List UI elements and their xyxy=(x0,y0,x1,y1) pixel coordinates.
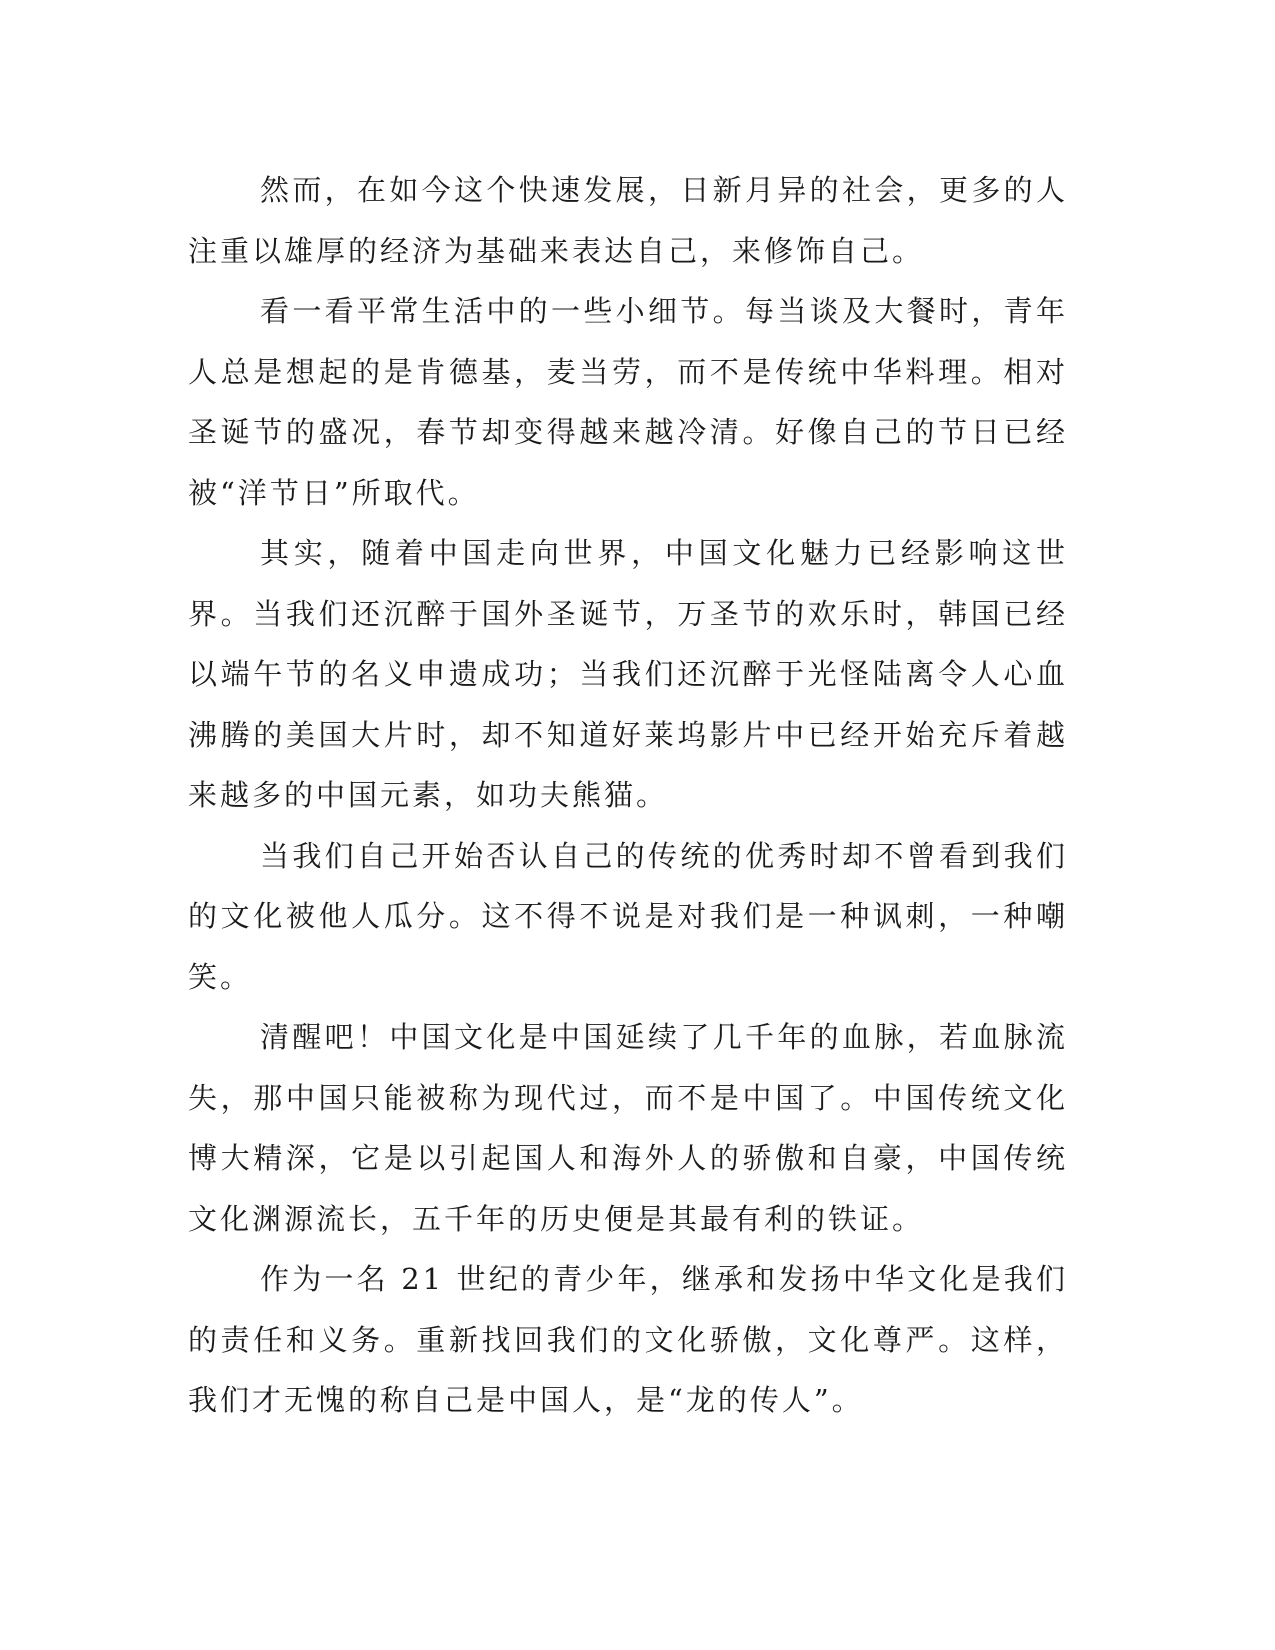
paragraph-3: 其实，随着中国走向世界，中国文化魅力已经影响这世界。当我们还沉醉于国外圣诞节，万圣节的欢乐时，韩国已经以端午节的名义申遗成功；当我们还沉醉于光怪陆离令人心血沸腾的美国大片时，却不知道好莱坞影片中已经开始充斥着越来越多的中国元素，如功夫熊猫。 xyxy=(188,536,1068,812)
document-body xyxy=(188,160,1068,1431)
paragraph-4: 当我们自己开始否认自己的传统的优秀时却不曾看到我们的文化被他人瓜分。这不得不说是对我们是一种讽刺，一种嘲笑。 xyxy=(188,838,1068,994)
paragraph-1: 然而，在如今这个快速发展，日新月异的社会，更多的人注重以雄厚的经济为基础来表达自己，来修饰自己。 xyxy=(188,173,1068,268)
paragraph-5: 清醒吧！中国文化是中国延续了几千年的血脉，若血脉流失，那中国只能被称为现代过，而不是中国了。中国传统文化博大精深，它是以引起国人和海外人的骄傲和自豪，中国传统文化渊源流长，五千年的历史便是其最有利的铁证。 xyxy=(188,1020,1068,1236)
paragraph-6: 作为一名 21 世纪的青少年，继承和发扬中华文化是我们的责任和义务。重新找回我们的文化骄傲，文化尊严。这样，我们才无愧的称自己是中国人，是“龙的传人”。 xyxy=(188,1262,1068,1417)
paragraph-2: 看一看平常生活中的一些小细节。每当谈及大餐时，青年人总是想起的是肯德基，麦当劳，而不是传统中华料理。相对圣诞节的盛况，春节却变得越来越冷清。好像自己的节日已经被“洋节日”所取代。 xyxy=(188,294,1068,510)
